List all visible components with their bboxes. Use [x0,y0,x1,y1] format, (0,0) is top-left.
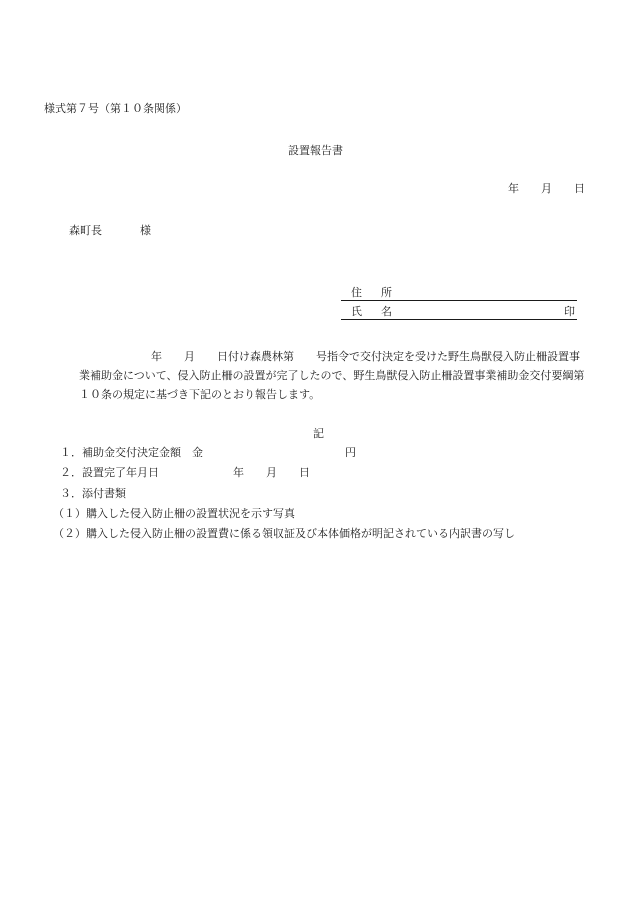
report-body [79,347,589,404]
form-number: 様式第７号（第１０条関係） [44,102,187,115]
item2-date: 年 月 日 [233,466,310,479]
item-completion-date [60,467,310,478]
item2-label: ２．設置完了年月日 [60,466,159,479]
item-attachments: ３．添付書類 [60,487,126,500]
addressee-honorific: 様 [140,224,151,237]
item1-label: １．補助金交付決定金額 金 [60,446,203,459]
addressee-name: 森町長 [69,224,102,237]
attachment-2: （２）購入した侵入防止柵の設置費に係る領収証及び本体価格が明記されている内訳書の写し [53,527,515,540]
name-label: 氏 名 [351,305,396,318]
attachment-1: （１）購入した侵入防止柵の設置状況を示す写真 [53,507,295,520]
ki-heading: 記 [313,427,324,440]
addressee [69,225,151,236]
item1-unit: 円 [345,446,356,459]
name-field[interactable] [341,306,577,320]
address-label: 住 所 [351,286,396,299]
address-field[interactable] [341,287,577,301]
item-subsidy-amount [60,447,356,458]
report-body-text: 年 月 日付け森農林第 号指令で交付決定を受けた野生鳥獣侵入防止柵設置事業補助金について、侵入防止柵の設置が完了したので、野生鳥獣侵入防止柵設置事業補助金交付要綱第１０条の規定に基づき下記のとおり報告します。 [79,350,585,401]
seal-mark: 印 [564,305,575,318]
report-date: 年 月 日 [508,182,585,195]
document-title: 設置報告書 [288,144,343,157]
